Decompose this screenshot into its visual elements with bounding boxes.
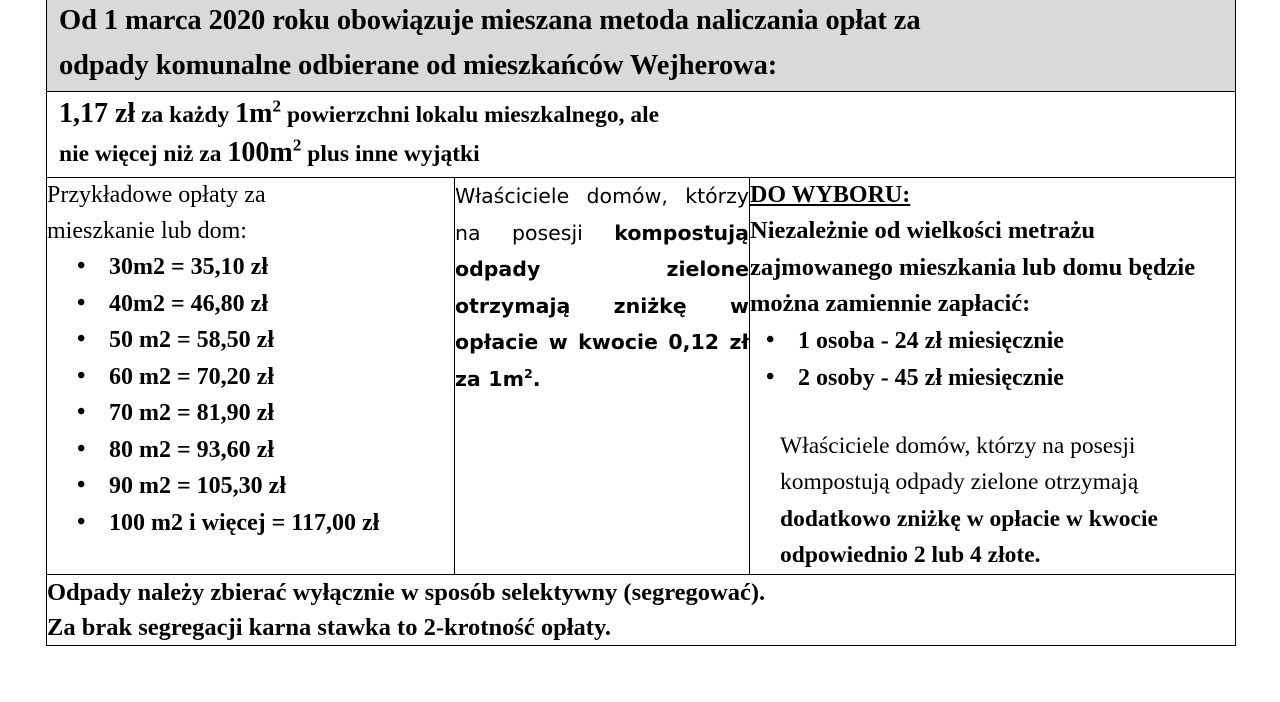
rate-amount: 1,17 zł xyxy=(59,98,136,129)
column-right-cell xyxy=(750,178,1236,575)
composting-discount-paragraph xyxy=(455,178,749,397)
rate-unit-1-superscript: 2 xyxy=(272,96,282,116)
rate-line-1 xyxy=(47,92,1235,134)
composting-discount-bold-tail: . xyxy=(532,366,541,391)
column-left-cell xyxy=(47,178,455,575)
rate-line-1-mid: za każdy xyxy=(135,102,236,128)
banner-cell xyxy=(47,0,1236,92)
table-row-banner xyxy=(47,0,1236,92)
table-row-rate xyxy=(47,92,1236,178)
flat-rate-option-list xyxy=(750,323,1235,397)
rate-line-2-pre: nie więcej niż za xyxy=(59,141,228,167)
column-right-title: DO WYBORU: xyxy=(750,182,911,208)
example-fee-list xyxy=(47,249,454,541)
rate-unit-2-base: 100m xyxy=(227,137,293,168)
rate-unit-1 xyxy=(235,98,281,129)
column-right-lead: Niezależnie od wielkości metrażu zajmowanego mieszkania lub domu będzie można zamiennie zapłacić: xyxy=(750,217,1196,317)
rate-unit-2-superscript: 2 xyxy=(292,135,302,155)
list-item: • 1 osoba - 24 zł miesięcznie xyxy=(750,323,1235,360)
footer-cell xyxy=(47,574,1236,645)
rate-line-1-tail: powierzchni lokalu mieszkalnego, ale xyxy=(281,102,660,128)
list-item: • 2 osoby - 45 zł miesięcznie xyxy=(750,360,1235,397)
rate-unit-2 xyxy=(227,137,301,168)
list-item: • 60 m2 = 70,20 zł xyxy=(47,359,454,396)
list-item: • 80 m2 = 93,60 zł xyxy=(47,432,454,469)
list-item: • 90 m2 = 105,30 zł xyxy=(47,468,454,505)
composting-discount-regular: Właściciele domów, którzy na posesji xyxy=(455,184,749,245)
column-left-heading-line-1: Przykładowe opłaty za xyxy=(47,182,266,208)
composting-discount-superscript: 2 xyxy=(523,365,533,381)
rate-unit-1-base: 1m xyxy=(235,98,273,129)
column-right-note-regular: Właściciele domów, którzy na posesji kompostują odpady zielone otrzymają xyxy=(780,432,1139,495)
column-left-heading-line-2: mieszkanie lub dom: xyxy=(47,217,247,244)
list-item: • 50 m2 = 58,50 zł xyxy=(47,322,454,359)
list-item: • 40m2 = 46,80 zł xyxy=(47,286,454,323)
column-right-note-bold: dodatkowo zniżkę w opłacie w kwocie odpowiednio 2 lub 4 złote. xyxy=(780,505,1158,568)
column-right-note xyxy=(750,397,1235,574)
table-row-columns xyxy=(47,178,1236,575)
list-item: • 70 m2 = 81,90 zł xyxy=(47,395,454,432)
footer-line-1: Odpady należy zbierać wyłącznie w sposób selektywny (segregować). xyxy=(47,578,766,606)
column-middle-cell xyxy=(455,178,750,575)
list-item: • 30m2 = 35,10 zł xyxy=(47,249,454,286)
rate-line-2 xyxy=(47,134,1235,177)
banner-line-2: odpady komunalne odbierane od mieszkańców Wejherowa: xyxy=(59,50,778,81)
rate-line-2-tail: plus inne wyjątki xyxy=(301,141,480,167)
waste-fee-table xyxy=(46,0,1236,646)
footer-line-2: Za brak segregacji karna stawka to 2-krotność opłaty. xyxy=(47,613,611,641)
table-row-footer xyxy=(47,574,1236,645)
list-item: • 100 m2 i więcej = 117,00 zł xyxy=(47,505,454,542)
banner-line-1: Od 1 marca 2020 roku obowiązuje mieszana metoda naliczania opłat za xyxy=(59,5,921,36)
composting-discount-bold: kompostują odpady zielone otrzymają zniżkę w opłacie w kwocie 0,12 zł za 1m xyxy=(455,220,749,391)
rate-cell xyxy=(47,92,1236,178)
